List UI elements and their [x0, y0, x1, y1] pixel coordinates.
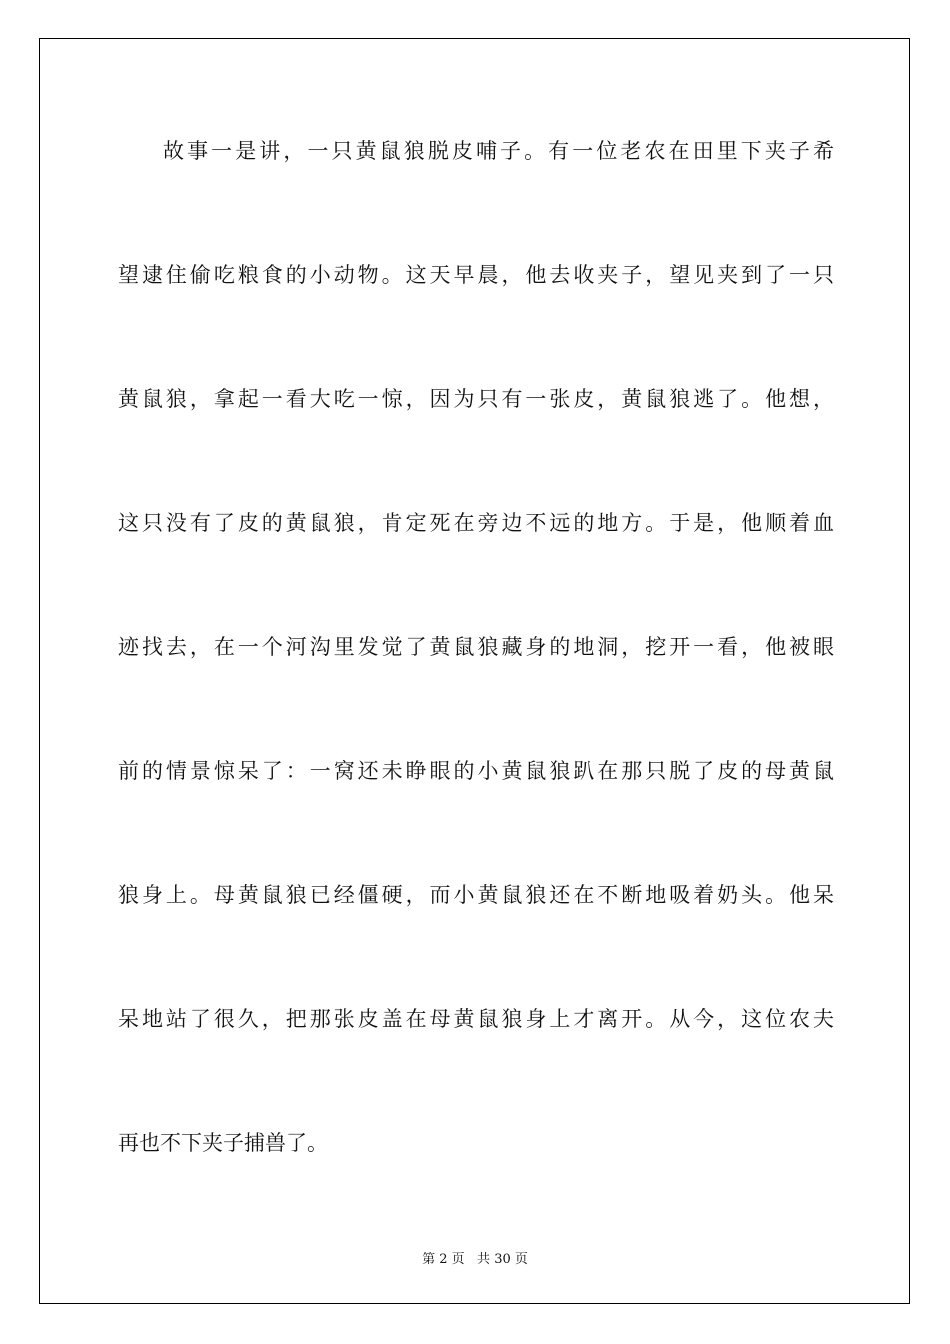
paragraph-line-7: 狼身上。母黄鼠狼已经僵硬，而小黄鼠狼还在不断地吸着奶头。他呆: [118, 883, 834, 907]
paragraph-line-2: 望逮住偷吃粮食的小动物。这天早晨，他去收夹子，望见夹到了一只: [118, 263, 834, 287]
paragraph-line-3: 黄鼠狼，拿起一看大吃一惊，因为只有一张皮，黄鼠狼逃了。他想，: [118, 387, 834, 411]
paragraph-line-4: 这只没有了皮的黄鼠狼，肯定死在旁边不远的地方。于是，他顺着血: [118, 511, 834, 535]
paragraph-line-1: 故事一是讲，一只黄鼠狼脱皮哺子。有一位老农在田里下夹子希: [163, 139, 834, 163]
page-number-footer: 第 2 页 共 30 页: [422, 1252, 528, 1267]
paragraph-line-9: 再也不下夹子捕兽了。: [118, 1131, 328, 1155]
paragraph-line-8: 呆地站了很久，把那张皮盖在母黄鼠狼身上才离开。从今，这位农夫: [118, 1007, 834, 1031]
page-border: [39, 38, 910, 1304]
paragraph-line-5: 迹找去，在一个河沟里发觉了黄鼠狼藏身的地洞，挖开一看，他被眼: [118, 635, 834, 659]
paragraph-line-6: 前的情景惊呆了：一窝还未睁眼的小黄鼠狼趴在那只脱了皮的母黄鼠: [118, 759, 834, 783]
